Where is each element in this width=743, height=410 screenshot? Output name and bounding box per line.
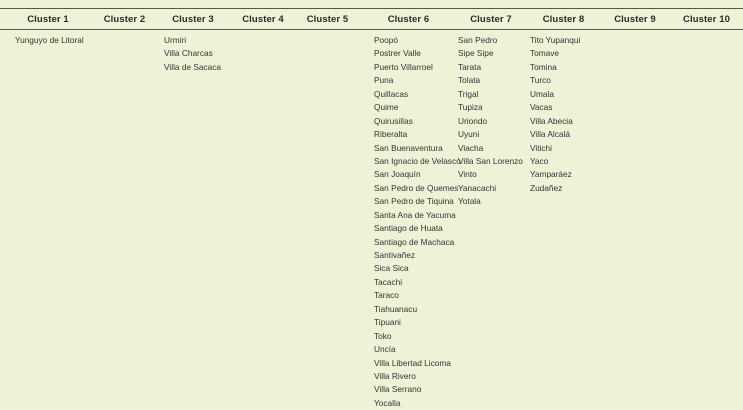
municipality-item: Villa de Sacaca [164,61,222,72]
municipality-item: Tito Yupanqui [530,35,581,45]
municipality-item: San Pedro de Quemes [374,182,459,193]
cluster-6-list [374,34,461,410]
table-body-row [0,30,743,410]
municipality-item: Villa Abecia [530,115,573,126]
municipality-item: Santiago de Huata [374,223,443,234]
column-cluster-2 [96,34,153,410]
municipality-item: Tupiza [458,102,483,113]
municipality-item: Yaco [530,155,549,166]
municipality-item: Tomina [530,61,557,72]
municipality-item: Postrer Valle [374,48,421,59]
municipality-item: Sica Sica [374,263,409,274]
column-cluster-5 [293,34,362,410]
municipality-item: Urmiri [164,35,187,45]
municipality-item: Sipe Sipe [458,48,494,59]
cluster-3-list [164,34,233,74]
cluster-7-list [458,34,527,209]
municipality-item: Turco [530,75,551,86]
municipality-item: Santivañez [374,250,416,260]
municipality-item: Vitichi [530,142,552,153]
municipality-item: Villa Rivero [374,370,416,381]
header-cluster-3: Cluster 3 [172,13,214,25]
municipality-item: Villa Charcas [164,48,213,59]
municipality-item: Riberalta [374,129,408,140]
municipality-item: Zudañez [530,182,563,193]
municipality-item: Villa Alcalá [530,129,570,140]
municipality-item: Poopó [374,35,398,45]
municipality-item: Puerto Villarroel [374,61,433,72]
column-cluster-4 [233,34,293,410]
header-cluster-4: Cluster 4 [242,13,284,25]
column-cluster-9 [600,34,670,410]
municipality-item: Puna [374,75,394,86]
municipality-item: San Buenaventura [374,142,443,153]
municipality-item: Yotala [458,196,481,207]
header-cluster-1: Cluster 1 [27,13,69,25]
column-cluster-3 [153,34,233,410]
header-cluster-5: Cluster 5 [306,13,349,25]
column-cluster-8 [527,34,600,410]
municipality-item: San Pedro [458,35,498,45]
municipality-item: Villa Libertad Licoma [374,357,451,368]
municipality-item: Toko [374,330,392,341]
municipality-item: Yanacachi [458,182,497,193]
municipality-item: Tacachi [374,276,403,287]
municipality-item: Umala [530,88,554,99]
municipality-item: San Joaquín [374,169,421,180]
cluster-8-list [530,34,600,195]
municipality-item: San Ignacio de Velasco [374,155,461,166]
municipality-item: Quillacas [374,88,409,99]
column-cluster-1 [0,34,96,410]
municipality-item: Tipuani [374,317,401,328]
header-cluster-10: Cluster 10 [683,13,730,25]
municipality-item: San Pedro de Tiquina [374,196,454,207]
municipality-item: Uyuni [458,129,480,140]
municipality-item: Viacha [458,142,484,153]
header-cluster-7: Cluster 7 [470,13,512,25]
municipality-item: Villa Serrano [374,384,422,395]
cluster-table [0,8,743,410]
municipality-item: Tiahuanacu [374,303,418,314]
municipality-item: Uriondo [458,115,488,126]
municipality-item: Vinto [458,169,477,180]
municipality-item: Yunguyo de Litoral [15,35,84,45]
table-header-row [0,9,743,29]
column-cluster-6 [362,34,461,410]
municipality-item: Santa Ana de Yacuma [374,209,456,220]
header-cluster-8: Cluster 8 [542,13,585,25]
municipality-item: Quime [374,102,399,113]
municipality-item: Tolata [458,75,481,86]
municipality-item: Santiago de Machaca [374,236,455,247]
municipality-item: Uncía [374,344,396,355]
column-cluster-7 [455,34,527,410]
municipality-item: Villa San Lorenzo [458,155,523,166]
header-cluster-9: Cluster 9 [614,13,656,25]
municipality-item: Taraco [374,290,399,301]
column-cluster-10 [670,34,743,410]
cluster-1-list [15,34,96,47]
header-cluster-2: Cluster 2 [103,13,146,25]
municipality-item: Vacas [530,102,553,113]
municipality-item: Yocalla [374,397,401,408]
municipality-item: Trigal [458,88,479,99]
municipality-item: Tarata [458,61,482,72]
municipality-item: Tomave [530,48,560,59]
municipality-item: Quirusillas [374,115,413,126]
header-cluster-6: Cluster 6 [387,13,430,25]
municipality-item: Yamparáez [530,169,572,180]
